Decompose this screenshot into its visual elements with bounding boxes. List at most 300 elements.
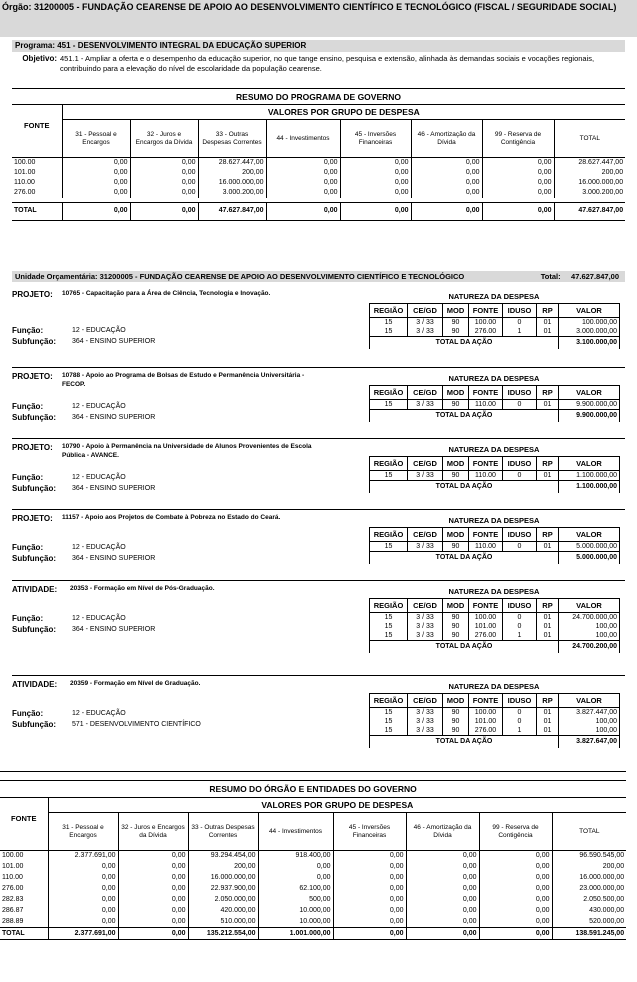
nd-cell: 01 xyxy=(537,471,559,481)
nd-cell: 100,00 xyxy=(559,631,620,641)
total-acao-label: TOTAL DA AÇÃO xyxy=(370,410,559,422)
nd-cell: 5.000.000,00 xyxy=(559,542,620,552)
value-cell: 0,00 xyxy=(479,851,552,862)
nd-col-header: CE/GD xyxy=(408,386,443,400)
value-cell: 0,00 xyxy=(130,168,198,178)
nd-cell: 15 xyxy=(370,327,408,337)
col-header: 31 - Pessoal e Encargos xyxy=(48,813,118,851)
value-cell: 0,00 xyxy=(406,884,479,895)
natureza-despesa xyxy=(369,515,619,564)
nd-cell: 90 xyxy=(443,622,469,631)
fonte-cell: 276.00 xyxy=(0,884,48,895)
nd-cell: 15 xyxy=(370,542,408,552)
nd-cell: 01 xyxy=(537,613,559,623)
nd-cell: 1.100.000,00 xyxy=(559,471,620,481)
value-cell: 0,00 xyxy=(258,862,333,873)
fonte-cell: 286.87 xyxy=(0,906,48,917)
value-cell: 0,00 xyxy=(479,884,552,895)
value-cell: 0,00 xyxy=(48,862,118,873)
value-cell: 0,00 xyxy=(479,895,552,906)
value-cell: 0,00 xyxy=(340,178,411,188)
value-cell: 510.000,00 xyxy=(188,917,258,928)
subfuncao-label: Subfunção: xyxy=(12,484,56,493)
total-acao-value: 24.700.200,00 xyxy=(559,641,620,653)
value-cell: 0,00 xyxy=(266,188,340,198)
fonte-cell: 101.00 xyxy=(0,862,48,873)
nd-cell: 90 xyxy=(443,613,469,623)
nd-col-header: IDUSO xyxy=(503,304,537,318)
resumo-orgao-table xyxy=(0,780,626,940)
nd-col-header: VALOR xyxy=(559,599,620,613)
value-cell: 0,00 xyxy=(406,917,479,928)
nd-cell: 9.900.000,00 xyxy=(559,400,620,410)
total-acao-value: 1.100.000,00 xyxy=(559,481,620,493)
value-cell: 16.000.000,00 xyxy=(188,873,258,884)
projeto-title: 20359 - Formação em Nível de Graduação. xyxy=(70,680,201,687)
total-cell: 0,00 xyxy=(333,928,406,940)
table-row xyxy=(370,613,620,623)
nd-cell: 90 xyxy=(443,717,469,726)
value-cell: 0,00 xyxy=(406,862,479,873)
projeto-title: 10788 - Apoio ao Programa de Bolsas de Estudo e Permanência Universitária - FECOP. xyxy=(62,372,305,388)
value-cell: 0,00 xyxy=(406,895,479,906)
nd-cell: 100.00 xyxy=(469,613,503,623)
nd-cell: 0 xyxy=(503,318,537,328)
fonte-cell: 100.00 xyxy=(0,851,48,862)
natureza-table xyxy=(369,598,620,653)
nd-col-header: MOD xyxy=(443,304,469,318)
funcao-label: Função: xyxy=(12,402,44,411)
fonte-cell: 101.00 xyxy=(12,168,62,178)
projeto-type: PROJETO: xyxy=(12,290,53,299)
value-cell: 0,00 xyxy=(48,884,118,895)
natureza-table xyxy=(369,303,620,349)
nd-cell: 15 xyxy=(370,318,408,328)
value-cell: 0,00 xyxy=(130,158,198,169)
total-acao-value: 9.900.000,00 xyxy=(559,410,620,422)
table-row xyxy=(0,884,626,895)
value-cell: 0,00 xyxy=(333,884,406,895)
nd-col-header: MOD xyxy=(443,599,469,613)
value-cell: 0,00 xyxy=(118,895,188,906)
value-cell: 0,00 xyxy=(48,906,118,917)
nd-cell: 3 / 33 xyxy=(408,318,443,328)
value-cell: 0,00 xyxy=(482,158,554,169)
nd-col-header: FONTE xyxy=(469,694,503,708)
total-cell: 0,00 xyxy=(411,202,482,220)
value-cell: 0,00 xyxy=(479,862,552,873)
value-cell: 0,00 xyxy=(411,158,482,169)
value-cell: 0,00 xyxy=(62,168,130,178)
nd-cell: 100.00 xyxy=(469,318,503,328)
col-header: 99 - Reserva de Contigência xyxy=(479,813,552,851)
total-cell: 2.377.691,00 xyxy=(48,928,118,940)
nd-col-header: RP xyxy=(537,457,559,471)
divider xyxy=(12,367,625,368)
value-cell: 0,00 xyxy=(118,884,188,895)
table-row xyxy=(12,158,625,169)
nd-cell: 01 xyxy=(537,318,559,328)
col-header: TOTAL xyxy=(552,813,626,851)
nd-cell: 01 xyxy=(537,542,559,552)
natureza-title: NATUREZA DA DESPESA xyxy=(448,587,540,596)
value-cell: 0,00 xyxy=(340,168,411,178)
nd-col-header: REGIÃO xyxy=(370,694,408,708)
value-cell: 0,00 xyxy=(482,188,554,198)
total-cell: 0,00 xyxy=(406,928,479,940)
value-cell: 0,00 xyxy=(479,906,552,917)
nd-cell: 90 xyxy=(443,318,469,328)
value-cell: 200,00 xyxy=(601,169,624,176)
nd-cell: 90 xyxy=(443,726,469,736)
value-cell: 0,00 xyxy=(411,188,482,198)
nd-col-header: RP xyxy=(537,528,559,542)
nd-cell: 90 xyxy=(443,471,469,481)
value-cell: 0,00 xyxy=(48,895,118,906)
table-row xyxy=(0,917,626,928)
value-cell: 0,00 xyxy=(482,168,554,178)
nd-cell: 3 / 33 xyxy=(408,631,443,641)
table-row xyxy=(0,873,626,884)
unidade-text: Unidade Orçamentária: 31200005 - FUNDAÇÃO CEARENSE DE APOIO AO DESENVOLVIMENTO CIENTÍFICO E TECNOLÓGICO xyxy=(15,272,465,281)
nd-col-header: REGIÃO xyxy=(370,457,408,471)
subfuncao-value: 364 - ENSINO SUPERIOR xyxy=(72,338,156,345)
total-acao-label: TOTAL DA AÇÃO xyxy=(370,641,559,653)
fonte-header: FONTE xyxy=(12,120,62,158)
nd-cell: 100,00 xyxy=(559,622,620,631)
col-header: TOTAL xyxy=(554,120,625,158)
divider xyxy=(0,771,626,772)
unidade-orcamentaria-header xyxy=(12,271,625,282)
value-cell: 0,00 xyxy=(62,158,130,169)
total-cell: 0,00 xyxy=(340,202,411,220)
value-cell: 420.000,00 xyxy=(188,906,258,917)
value-cell: 0,00 xyxy=(62,178,130,188)
fonte-cell: 110.00 xyxy=(0,873,48,884)
natureza-table xyxy=(369,693,620,748)
table-row xyxy=(370,400,620,410)
subfuncao-label: Subfunção: xyxy=(12,720,56,729)
resumo-orgao-total-row xyxy=(0,928,626,940)
value-cell: 0,00 xyxy=(258,873,333,884)
value-cell: 0,00 xyxy=(479,873,552,884)
col-header: 45 - Inversões Financeiras xyxy=(340,120,411,158)
value-cell: 0,00 xyxy=(118,906,188,917)
nd-cell: 15 xyxy=(370,622,408,631)
table-row xyxy=(370,622,620,631)
nd-cell: 90 xyxy=(443,400,469,410)
fonte-cell: 100.00 xyxy=(12,158,62,169)
natureza-title: NATUREZA DA DESPESA xyxy=(448,292,540,301)
nd-cell: 15 xyxy=(370,726,408,736)
nd-col-header: REGIÃO xyxy=(370,386,408,400)
table-row xyxy=(12,188,625,198)
value-cell: 23.000.000,00 xyxy=(579,885,625,892)
nd-cell: 3.000.000,00 xyxy=(559,327,620,337)
resumo-orgao-header-row xyxy=(0,813,626,851)
value-cell: 28.627.447,00 xyxy=(578,159,624,166)
nd-col-header: RP xyxy=(537,694,559,708)
objetivo xyxy=(12,54,625,74)
nd-cell: 3 / 33 xyxy=(408,471,443,481)
projeto-type: ATIVIDADE: xyxy=(12,585,58,594)
value-cell: 10.000,00 xyxy=(258,917,333,928)
total-cell: 0,00 xyxy=(479,928,552,940)
value-cell: 0,00 xyxy=(482,178,554,188)
natureza-title: NATUREZA DA DESPESA xyxy=(448,516,540,525)
nd-cell: 90 xyxy=(443,708,469,718)
nd-cell: 0 xyxy=(503,471,537,481)
total-acao-label: TOTAL DA AÇÃO xyxy=(370,481,559,493)
total-acao-value: 3.100.000,00 xyxy=(559,337,620,349)
value-cell: 96.590.545,00 xyxy=(579,852,625,860)
nd-col-header: FONTE xyxy=(469,457,503,471)
nd-cell: 0 xyxy=(503,542,537,552)
projeto-title: 10790 - Apoio à Permanência na Universidade de Alunos Provenientes de Escola Pública - AVANCE. xyxy=(62,443,312,459)
fonte-cell: 276.00 xyxy=(12,188,62,198)
subfuncao-label: Subfunção: xyxy=(12,413,56,422)
nd-cell: 110.00 xyxy=(469,471,503,481)
funcao-value: 12 - EDUCAÇÃO xyxy=(72,474,126,481)
value-cell: 16.000.000,00 xyxy=(579,874,625,881)
nd-col-header: VALOR xyxy=(559,694,620,708)
natureza-title: NATUREZA DA DESPESA xyxy=(448,445,540,454)
nd-cell: 101.00 xyxy=(469,622,503,631)
nd-cell: 100,00 xyxy=(559,726,620,736)
value-cell: 0,00 xyxy=(333,873,406,884)
col-header: 44 - Investimentos xyxy=(258,813,333,851)
nd-cell: 276.00 xyxy=(469,726,503,736)
total-acao-label: TOTAL DA AÇÃO xyxy=(370,337,559,349)
col-header: 45 - Inversões Financeiras xyxy=(333,813,406,851)
nd-cell: 15 xyxy=(370,613,408,623)
divider xyxy=(12,509,625,510)
nd-col-header: VALOR xyxy=(559,304,620,318)
fonte-cell: 110.00 xyxy=(12,178,62,188)
value-cell: 520.000,00 xyxy=(589,917,625,925)
natureza-table xyxy=(369,456,620,493)
nd-cell: 01 xyxy=(537,622,559,631)
value-cell: 0,00 xyxy=(340,158,411,169)
nd-cell: 3.827.447,00 xyxy=(559,708,620,718)
col-header: 32 - Juros e Encargos da Dívida xyxy=(118,813,188,851)
value-cell: 0,00 xyxy=(411,168,482,178)
subfuncao-label: Subfunção: xyxy=(12,625,56,634)
subfuncao-value: 364 - ENSINO SUPERIOR xyxy=(72,414,156,421)
funcao-value: 12 - EDUCAÇÃO xyxy=(72,615,126,622)
nd-col-header: IDUSO xyxy=(503,599,537,613)
funcao-value: 12 - EDUCAÇÃO xyxy=(72,544,126,551)
nd-cell: 24.700.000,00 xyxy=(559,613,620,623)
nd-col-header: IDUSO xyxy=(503,528,537,542)
nd-cell: 0 xyxy=(503,613,537,623)
total-cell: 1.001.000,00 xyxy=(258,928,333,940)
value-cell: 0,00 xyxy=(333,917,406,928)
nd-cell: 0 xyxy=(503,622,537,631)
value-cell: 0,00 xyxy=(118,917,188,928)
table-row xyxy=(370,327,620,337)
nd-cell: 90 xyxy=(443,327,469,337)
value-cell: 2.377.691,00 xyxy=(48,851,118,862)
value-cell: 0,00 xyxy=(406,906,479,917)
nd-cell: 1 xyxy=(503,327,537,337)
nd-cell: 3 / 33 xyxy=(408,400,443,410)
table-row xyxy=(0,895,626,906)
nd-col-header: IDUSO xyxy=(503,457,537,471)
total-cell: 47.627.847,00 xyxy=(578,207,624,214)
projeto-type: PROJETO: xyxy=(12,372,53,381)
value-cell: 0,00 xyxy=(333,895,406,906)
value-cell: 0,00 xyxy=(266,168,340,178)
nd-cell: 0 xyxy=(503,708,537,718)
natureza-title: NATUREZA DA DESPESA xyxy=(448,682,540,691)
nd-cell: 1 xyxy=(503,631,537,641)
value-cell: 0,00 xyxy=(333,862,406,873)
value-cell: 0,00 xyxy=(48,873,118,884)
natureza-despesa xyxy=(369,444,619,493)
projeto-type: PROJETO: xyxy=(12,443,53,452)
total-label: TOTAL xyxy=(0,928,48,940)
resumo-programa-header-row xyxy=(12,120,625,158)
value-cell: 500,00 xyxy=(258,895,333,906)
nd-cell: 3 / 33 xyxy=(408,726,443,736)
nd-col-header: RP xyxy=(537,386,559,400)
nd-cell: 90 xyxy=(443,631,469,641)
table-row xyxy=(370,708,620,718)
nd-cell: 01 xyxy=(537,327,559,337)
total-cell: 0,00 xyxy=(266,202,340,220)
value-cell: 16.000.000,00 xyxy=(578,179,624,186)
total-label: TOTAL xyxy=(12,202,62,220)
nd-cell: 100,00 xyxy=(559,717,620,726)
nd-col-header: CE/GD xyxy=(408,694,443,708)
resumo-programa-title: RESUMO DO PROGRAMA DE GOVERNO xyxy=(236,91,402,102)
table-row xyxy=(12,178,625,188)
funcao-label: Função: xyxy=(12,473,44,482)
value-cell: 0,00 xyxy=(130,188,198,198)
nd-cell: 0 xyxy=(503,717,537,726)
nd-cell: 110.00 xyxy=(469,400,503,410)
nd-col-header: MOD xyxy=(443,528,469,542)
nd-col-header: MOD xyxy=(443,457,469,471)
nd-col-header: FONTE xyxy=(469,599,503,613)
funcao-value: 12 - EDUCAÇÃO xyxy=(72,710,126,717)
value-cell: 22.937.900,00 xyxy=(188,884,258,895)
nd-cell: 1 xyxy=(503,726,537,736)
value-cell: 0,00 xyxy=(340,188,411,198)
resumo-programa-subtitle: VALORES POR GRUPO DE DESPESA xyxy=(62,105,625,120)
value-cell: 10.000,00 xyxy=(258,906,333,917)
fonte-cell: 282.83 xyxy=(0,895,48,906)
value-cell: 0,00 xyxy=(48,917,118,928)
value-cell: 0,00 xyxy=(118,851,188,862)
divider xyxy=(12,438,625,439)
nd-col-header: MOD xyxy=(443,694,469,708)
unidade-total-label: Total: xyxy=(540,272,561,281)
table-row xyxy=(0,851,626,862)
nd-cell: 3 / 33 xyxy=(408,708,443,718)
nd-cell: 110.00 xyxy=(469,542,503,552)
subfuncao-value: 364 - ENSINO SUPERIOR xyxy=(72,555,156,562)
total-acao-value: 3.827.647,00 xyxy=(559,736,620,748)
nd-cell: 15 xyxy=(370,631,408,641)
subfuncao-label: Subfunção: xyxy=(12,554,56,563)
resumo-programa-total-row xyxy=(12,202,625,220)
value-cell: 2.050.500,00 xyxy=(583,896,625,903)
nd-col-header: REGIÃO xyxy=(370,599,408,613)
col-header: 32 - Juros e Encargos da Dívida xyxy=(130,120,198,158)
projeto-title: 10765 - Capacitação para a Área de Ciência, Tecnologia e Inovação. xyxy=(62,290,271,297)
value-cell: 16.000.000,00 xyxy=(198,178,266,188)
total-cell: 0,00 xyxy=(130,202,198,220)
funcao-label: Função: xyxy=(12,326,44,335)
nd-col-header: FONTE xyxy=(469,386,503,400)
subfuncao-value: 364 - ENSINO SUPERIOR xyxy=(72,485,156,492)
resumo-programa-table xyxy=(12,88,625,221)
nd-col-header: MOD xyxy=(443,386,469,400)
total-cell: 0,00 xyxy=(62,202,130,220)
value-cell: 0,00 xyxy=(266,158,340,169)
value-cell: 0,00 xyxy=(62,188,130,198)
nd-col-header: VALOR xyxy=(559,528,620,542)
nd-cell: 01 xyxy=(537,717,559,726)
programa-header: Programa: 451 - DESENVOLVIMENTO INTEGRAL DA EDUCAÇÃO SUPERIOR xyxy=(12,40,625,52)
natureza-despesa xyxy=(369,586,619,653)
table-row xyxy=(370,542,620,552)
nd-col-header: FONTE xyxy=(469,528,503,542)
table-row xyxy=(12,168,625,178)
projeto-title: 20353 - Formação em Nível de Pós-Graduação. xyxy=(70,585,215,592)
nd-col-header: IDUSO xyxy=(503,694,537,708)
nd-cell: 101.00 xyxy=(469,717,503,726)
col-header: 46 - Amortização da Dívida xyxy=(406,813,479,851)
nd-col-header: CE/GD xyxy=(408,599,443,613)
col-header: 44 - Investimentos xyxy=(266,120,340,158)
value-cell: 200,00 xyxy=(198,168,266,178)
funcao-label: Função: xyxy=(12,614,44,623)
value-cell: 0,00 xyxy=(479,917,552,928)
value-cell: 93.294.454,00 xyxy=(188,851,258,862)
subfuncao-value: 364 - ENSINO SUPERIOR xyxy=(72,626,156,633)
total-cell: 0,00 xyxy=(482,202,554,220)
value-cell: 0,00 xyxy=(406,851,479,862)
subfuncao-value: 571 - DESENVOLVIMENTO CIENTÍFICO xyxy=(72,721,201,728)
table-row xyxy=(370,471,620,481)
objetivo-label: Objetivo: xyxy=(22,54,57,63)
nd-col-header: REGIÃO xyxy=(370,304,408,318)
projeto-type: PROJETO: xyxy=(12,514,53,523)
col-header: 33 - Outras Despesas Correntes xyxy=(188,813,258,851)
total-cell: 47.627.847,00 xyxy=(198,202,266,220)
total-acao-label: TOTAL DA AÇÃO xyxy=(370,736,559,748)
natureza-title: NATUREZA DA DESPESA xyxy=(448,374,540,383)
nd-col-header: FONTE xyxy=(469,304,503,318)
nd-cell: 0 xyxy=(503,400,537,410)
nd-cell: 276.00 xyxy=(469,631,503,641)
nd-cell: 15 xyxy=(370,400,408,410)
col-header: 46 - Amortização da Dívida xyxy=(411,120,482,158)
resumo-orgao-title: RESUMO DO ÓRGÃO E ENTIDADES DO GOVERNO xyxy=(209,784,417,794)
nd-cell: 01 xyxy=(537,708,559,718)
objetivo-text: 451.1 - Ampliar a oferta e o desempenho da educação superior, no que tange ensino, pesquisa e extensão, alinhada às demandas sociais e vocações regionais, contribuindo para a elevação do nível de escolaridade da população cearense. xyxy=(60,54,595,73)
total-cell: 0,00 xyxy=(118,928,188,940)
col-header: 33 - Outras Despesas Correntes xyxy=(198,120,266,158)
value-cell: 62.100,00 xyxy=(258,884,333,895)
nd-cell: 01 xyxy=(537,400,559,410)
nd-col-header: RP xyxy=(537,304,559,318)
nd-cell: 01 xyxy=(537,726,559,736)
nd-cell: 3 / 33 xyxy=(408,622,443,631)
